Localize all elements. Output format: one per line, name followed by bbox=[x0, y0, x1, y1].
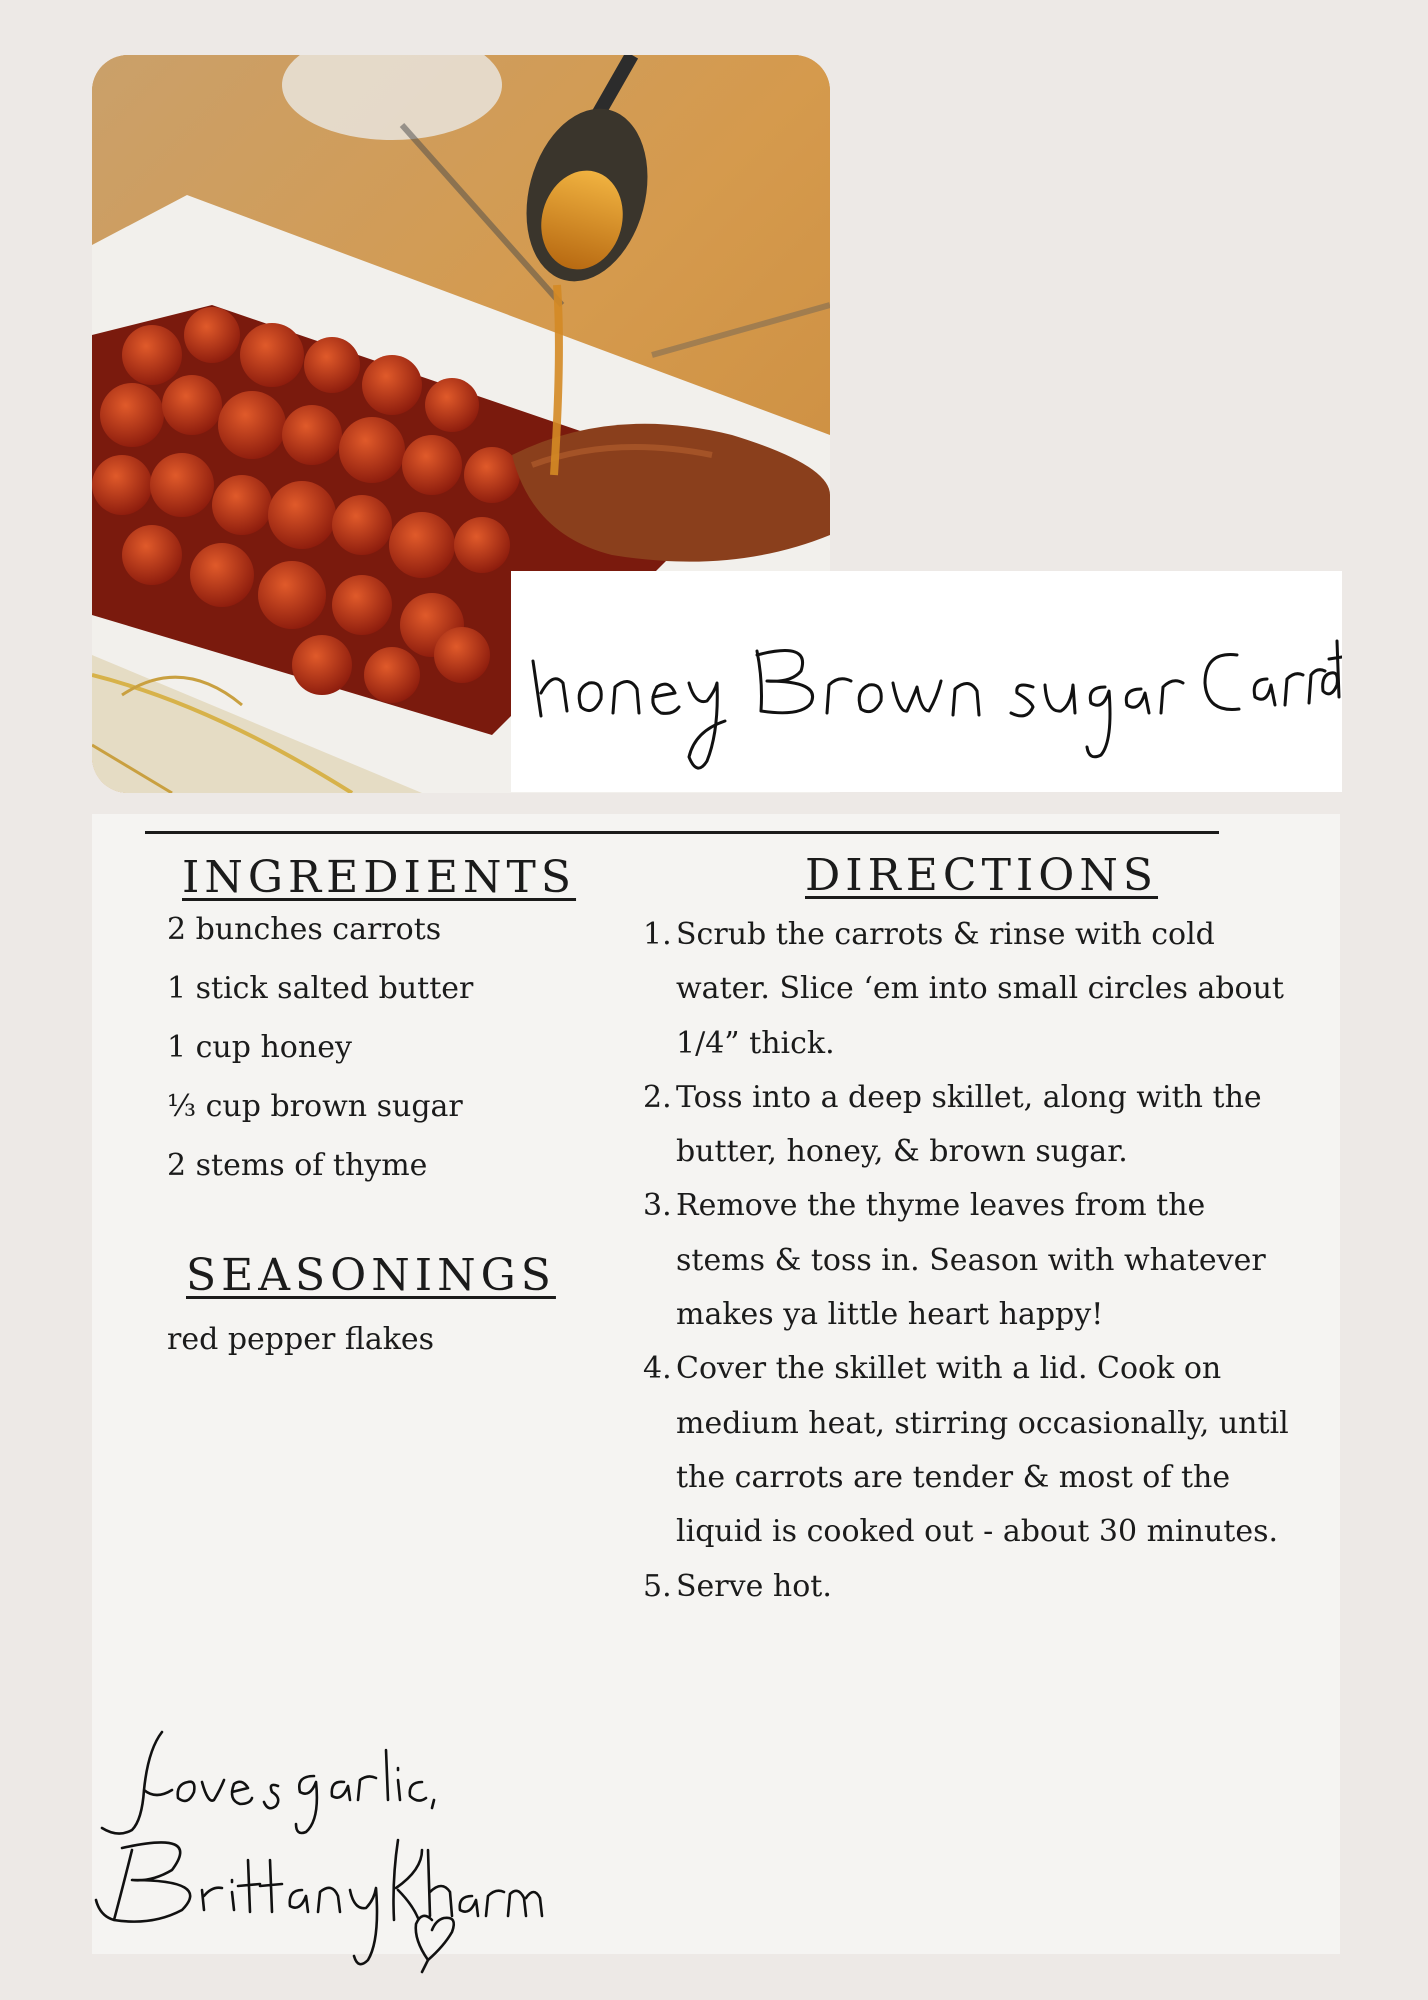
direction-step bbox=[643, 1179, 1293, 1342]
seasonings-heading: SEASONINGS bbox=[186, 1250, 556, 1301]
step-number: 2. bbox=[643, 1079, 672, 1115]
signature bbox=[92, 1720, 552, 1980]
step-text: Toss into a deep skillet, along with the butter, honey, & brown sugar. bbox=[676, 1079, 1262, 1170]
signature-drawing bbox=[92, 1720, 552, 1980]
ingredient-item: 1 cup honey bbox=[167, 1030, 352, 1065]
directions-list bbox=[643, 908, 1293, 1614]
recipe-title bbox=[511, 571, 1342, 792]
divider-rule bbox=[145, 831, 1219, 834]
step-number: 4. bbox=[643, 1351, 672, 1387]
ingredient-item: 2 bunches carrots bbox=[167, 912, 442, 947]
step-text: Scrub the carrots & rinse with cold water. Slice ‘em into small circles about 1/4” thick. bbox=[676, 917, 1284, 1061]
direction-step bbox=[643, 1071, 1293, 1180]
seasonings-list bbox=[167, 1318, 434, 1362]
recipe-title-card bbox=[511, 571, 1342, 792]
ingredient-item: 1 stick salted butter bbox=[167, 971, 474, 1006]
direction-step bbox=[643, 1560, 1293, 1614]
ingredient-item: 2 stems of thyme bbox=[167, 1148, 428, 1183]
step-number: 5. bbox=[643, 1568, 672, 1604]
ingredients-list bbox=[167, 908, 473, 1203]
step-text: Serve hot. bbox=[676, 1568, 832, 1604]
direction-step bbox=[643, 908, 1293, 1071]
ingredients-heading: INGREDIENTS bbox=[182, 852, 577, 903]
direction-step bbox=[643, 1342, 1293, 1559]
step-number: 3. bbox=[643, 1188, 672, 1224]
step-number: 1. bbox=[643, 917, 672, 952]
directions-heading: DIRECTIONS bbox=[805, 850, 1159, 901]
ingredient-item: ⅓ cup brown sugar bbox=[167, 1089, 463, 1124]
step-text: Remove the thyme leaves from the stems & toss in. Season with whatever makes ya little heart happy! bbox=[676, 1188, 1266, 1333]
seasoning-item: red pepper flakes bbox=[167, 1322, 435, 1357]
step-text: Cover the skillet with a lid. Cook on medium heat, stirring occasionally, until the carrots are tender & most of the liquid is cooked out - about 30 minutes. bbox=[676, 1351, 1289, 1550]
